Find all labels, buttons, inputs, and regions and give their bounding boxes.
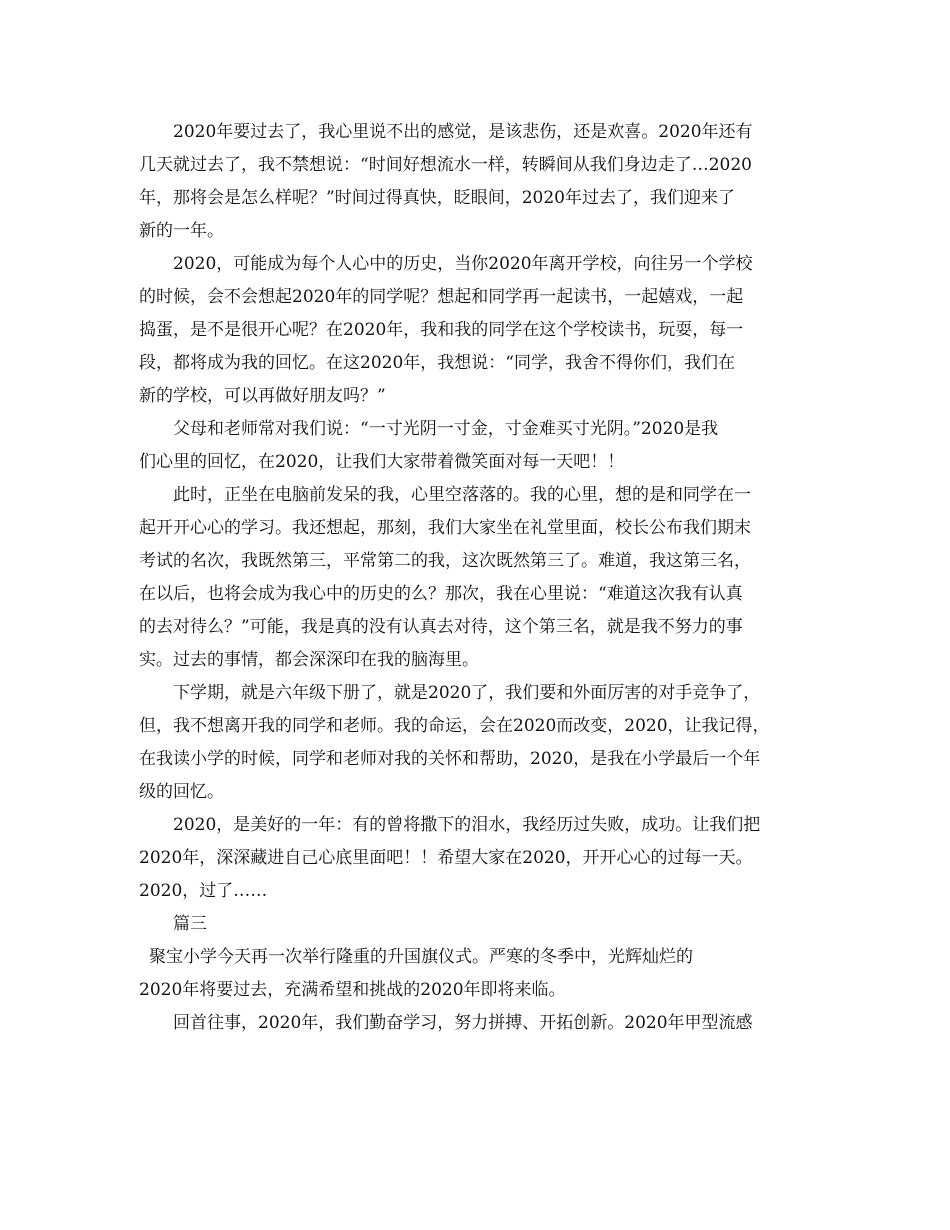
text-line: 下学期，就是六年级下册了，就是2020了，我们要和外面厉害的对手竞争了， xyxy=(173,683,761,703)
text-line: 聚宝小学今天再一次举行隆重的升国旗仪式。严寒的冬季中，光辉灿烂的 xyxy=(149,947,693,967)
text-line: 此时，正坐在电脑前发呆的我，心里空落落的。我的心里，想的是和同学在一 xyxy=(173,485,751,505)
text-line: 新的一年。 xyxy=(139,221,224,241)
text-line: 起开开心心的学习。我还想起，那刻，我们大家坐在礼堂里面，校长公布我们期末 xyxy=(139,518,751,538)
text-line: 新的学校，可以再做好朋友吗？” xyxy=(139,386,386,406)
text-line: 们心里的回忆，在2020，让我们大家带着微笑面对每一天吧！！ xyxy=(139,452,625,472)
document-body xyxy=(139,116,819,1040)
text-line: 在以后，也将会成为我心中的历史的么？那次，我在心里说：“难道这次我有认真 xyxy=(139,584,743,604)
text-line: 年，那将会是怎么样呢？”时间过得真快，眨眼间，2020年过去了，我们迎来了 xyxy=(139,188,735,208)
text-line: 在我读小学的时候，同学和老师对我的关怀和帮助，2020，是我在小学最后一个年 xyxy=(139,749,761,769)
text-line: 2020年，深深藏进自己心底里面吧！！希望大家在2020，开开心心的过每一天。 xyxy=(139,848,753,868)
text-line: 2020，可能成为每个人心中的历史，当你2020年离开学校，向往另一个学校 xyxy=(173,254,753,274)
text-line: 但，我不想离开我的同学和老师。我的命运，会在2020而改变，2020，让我记得， xyxy=(139,716,770,736)
text-line: 2020，是美好的一年：有的曾将撒下的泪水，我经历过失败，成功。让我们把 xyxy=(173,815,761,835)
text-line: 的去对待么？”可能，我是真的没有认真去对待，这个第三名，就是我不努力的事 xyxy=(139,617,743,637)
text-line: 2020年要过去了，我心里说不出的感觉，是该悲伤，还是欢喜。2020年还有 xyxy=(173,122,753,142)
text-line: 级的回忆。 xyxy=(139,782,224,802)
text-line: 的时候，会不会想起2020年的同学呢？想起和同学再一起读书，一起嬉戏，一起 xyxy=(139,287,744,307)
text-line: 段，都将成为我的回忆。在这2020年，我想说：“同学，我舍不得你们，我们在 xyxy=(139,353,735,373)
text-line: 父母和老师常对我们说：“一寸光阴一寸金，寸金难买寸光阴。”2020是我 xyxy=(173,419,719,439)
text-line: 2020，过了…… xyxy=(139,881,268,901)
text-line: 捣蛋，是不是很开心呢？在2020年，我和我的同学在这个学校读书，玩耍，每一 xyxy=(139,320,744,340)
text-line: 几天就过去了，我不禁想说：“时间好想流水一样，转瞬间从我们身边走了…2020 xyxy=(139,155,752,175)
text-line: 考试的名次，我既然第三，平常第二的我，这次既然第三了。难道，我这第三名， xyxy=(139,551,751,571)
section-heading: 篇三 xyxy=(173,914,207,934)
text-line: 2020年将要过去，充满希望和挑战的2020年即将来临。 xyxy=(139,980,566,1000)
text-line: 实。过去的事情，都会深深印在我的脑海里。 xyxy=(139,650,479,670)
text-line: 回首往事，2020年，我们勤奋学习，努力拼搏、开拓创新。2020年甲型流感 xyxy=(173,1013,753,1033)
